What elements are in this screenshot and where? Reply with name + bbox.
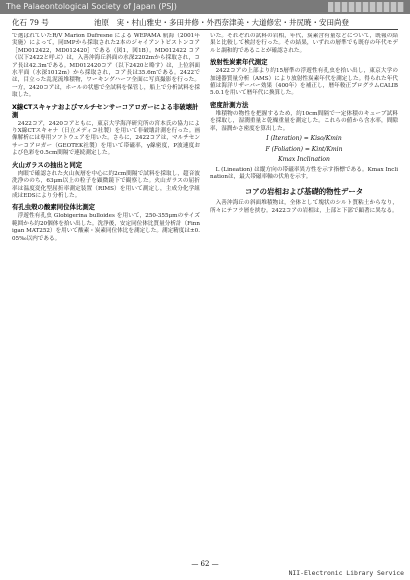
right-column <box>210 33 398 563</box>
equation: Kmax Inclination <box>278 156 330 164</box>
archive-logo <box>328 2 404 12</box>
equation: F (Foliation) = Kint/Kmin <box>265 145 343 153</box>
section-heading: 火山ガラスの抽出と同定 <box>12 160 83 169</box>
paragraph: で選ばれていたR/V Marion Dufresne による WEPAMA 航海（2001年実施）によって，同IMPから採取された2本のジャイアントピストンコア［MD012422，MD012420］である（図1，図1B）。MD012422 コア（以下2422と呼ぶ）は，入善沖海丘斜面の水深2202mから採取され，コア長は42.3mである。MD012420コア（以下2420と略す）は，上位斜面水平面（水深1012m）から採取され，コア長は35.6mである。2422では，目立った乱泥流堆積物，ワーキングハーフ全面に写真撮影を行った。一方，2420コアは，ホールの状態で全試料を保管し，船上で分析試料を採取した。 <box>12 33 200 99</box>
paragraph: 堆積物の物性を把握するため，約10cm間隔で一定体積のキューブ試料を採取し，湿潤重量と乾燥重量を測定した。これらの値から含水率，間隙率，湿潤かさ密度を算出した。 <box>210 110 398 132</box>
section-heading: 密度計測方法 <box>210 100 249 109</box>
archive-header-bar <box>0 0 410 14</box>
page-number: — 62 — <box>191 560 219 568</box>
equation: I (Iteration) = Kiso/Kmin <box>266 135 342 143</box>
left-column <box>12 33 200 563</box>
section-heading: 有孔虫殻の酸素同位体比測定 <box>12 203 96 212</box>
author-list: 池原 実・村山雅史・多田井修・外西奈津美・大道修宏・井尻暁・安田尚登 <box>94 18 349 27</box>
section-heading: 放射性炭素年代測定 <box>210 58 268 67</box>
running-head <box>12 17 398 28</box>
paragraph: 肉眼で確認された火山灰層を中心に約2cm間隔で試料を採取し，超音波洗浄ののち，63μm以上の粒子を顕微鏡下で観察した。火山ガラスの屈折率は温度変化型屈折率測定装置（RIMS）を用いて測定し，主成分化学組成はEDSにより分析した。 <box>12 170 200 199</box>
paragraph: 2422コアの上部より約15層準の浮遊性有孔虫を拾い出し，東京大学の加速器質量分析（AMS）により放射性炭素年代を測定した。得られた年代値は海洋リザーバー効果（400年）を補正し，暦年較正プログラムCALIB 5.0.1を用いて暦年代に換算した。 <box>210 68 398 97</box>
library-footer: NII-Electronic Library Service <box>288 569 404 577</box>
paragraph: 入善沖海丘の斜面堆積物は，全体として塊状のシルト質粘土からなり，所々にテフラ層を挟む。2422コアの岩相は，上部と下部で顕著に異なる。 <box>210 200 398 214</box>
volume-label: 化石 79 号 <box>12 18 49 27</box>
header-rule <box>12 29 398 30</box>
society-name: The Palaeontological Society of Japan (PSJ) <box>6 2 177 11</box>
major-section-heading: コアの岩相および基礎的物性データ <box>244 187 364 197</box>
paragraph: 2422コア，2420コアともに，東京大学海洋研究所の宮本氏の協力によりX線CTスキャナ（日立メディコ社製）を用いて非破壊計測を行った。画像解析には専用ソフトウェアを用いた。さらに，2422コアは，マルチセンサーコアロガー（GEOTEK社製）を用いて帯磁率，γ線密度，P波速度および色彩を0.5cm間隔で連続測定した。 <box>12 120 200 157</box>
paragraph: 浮遊性有孔虫 Globigerina bulloides を用いて，250-355μmのサイズ範囲から約20個体を拾い出した。洗浄後，安定同位体比質量分析計（Finnigan MAT252）を用いて酸素・炭素同位体比を測定した。測定精度は±0.05‰以内である。 <box>12 213 200 242</box>
paragraph: いた。それぞれの試料の岩相，年代，炭素含有量などについて，既報の結果と比較して検討を行った。その結果，いずれの層準でも既存の年代モデルと調和的であることが確認された。 <box>210 33 398 54</box>
section-heading: X線CTスキャナおよびマルチセンサーコアロガーによる非破壊計測 <box>12 102 199 119</box>
paragraph: L (Lineation) は縦方向の帯磁率異方性を示す指標である。Kmax Inclinationは，最大帯磁率軸の伏角を示す。 <box>210 166 398 180</box>
